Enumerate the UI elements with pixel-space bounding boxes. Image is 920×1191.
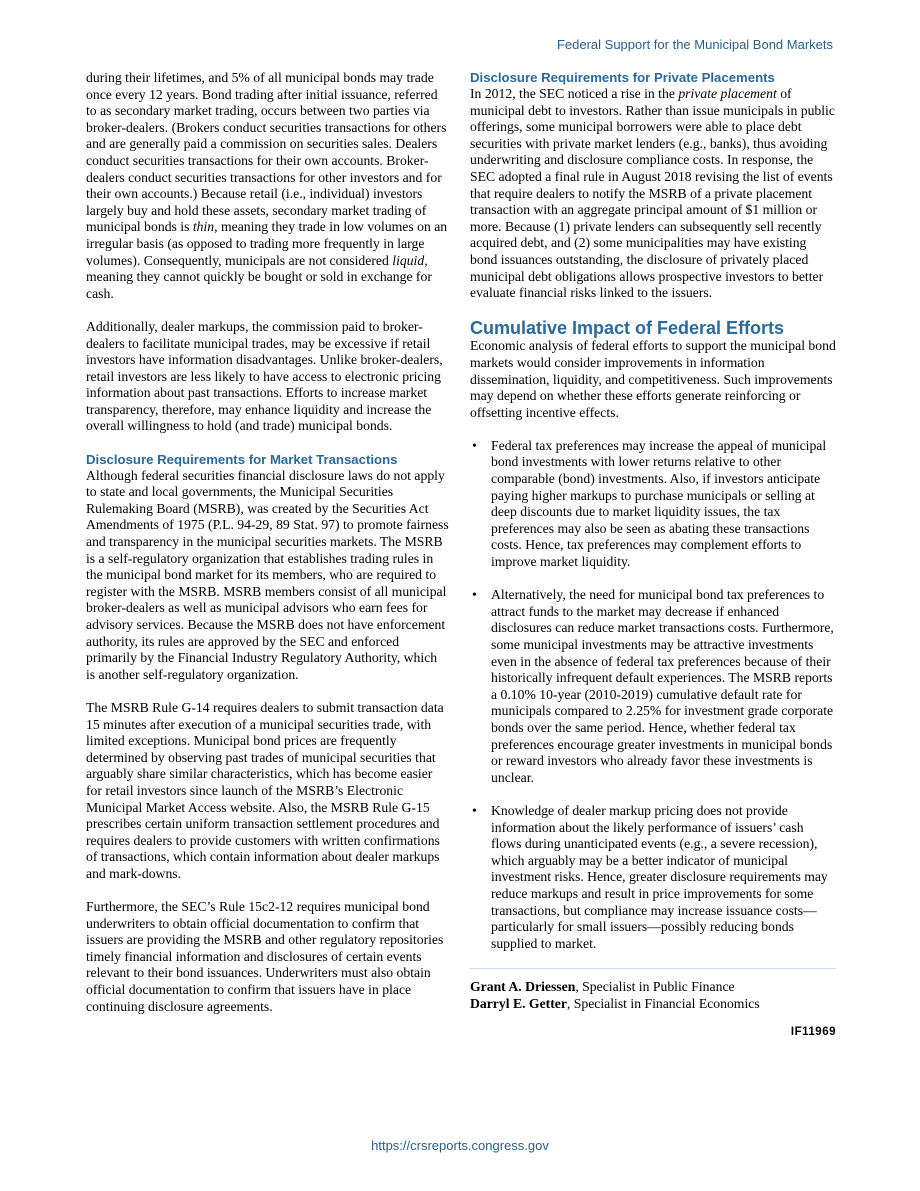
bullet-list: [470, 438, 836, 952]
list-item: • Federal tax preferences may increase the appeal of municipal bond investments with lower returns relative to other comparable (bond) investments. Also, if investors anticipate paying higher markups to purchase municipals or selling at deep discounts due to market liquidity issues, the tax preferences may also be seen as abating these transactions costs. Hence, tax preferences may complement efforts to improve market liquidity.: [472, 437, 827, 570]
bullet-icon: •: [472, 437, 477, 453]
list-item: • Alternatively, the need for municipal bond tax preferences to attract funds to the market may decrease if enhanced disclosures can reduce market transactions costs. Furthermore, some municipal investments may be attractive investments even in the absence of federal tax preferences because of their historically infrequent default experiences. The MSRB reports a 0.10% 10-year (2010-2019) cumulative default rate for municipals compared to 2.25% for investment grade corporate bonds over the same period. Hence, whether federal tax preferences encourage greater investments in municipal bonds or reward investors who already favor these investments is unclear.: [472, 587, 834, 785]
bullet-icon: •: [472, 587, 477, 603]
running-header: Federal Support for the Municipal Bond Markets: [556, 37, 833, 52]
heading-market-transactions: Disclosure Requirements for Market Transactions: [86, 451, 398, 467]
paragraph-economic-analysis: Economic analysis of federal efforts to support the municipal bond markets would consider improvements in information dissemination, liquidity, and competitiveness. Such improvements may depend on whether these efforts generate reinforcing or offsetting incentive effects.: [470, 338, 836, 420]
paragraph-rule-g14: The MSRB Rule G-14 requires dealers to submit transaction data 15 minutes after execution of a municipal securities trade, with limited exceptions. Municipal bond prices are frequently determined by observing past trades of municipal securities that arguably share similar characteristics, which has become easier for retail investors since launch of the MSRB’s Electronic Municipal Market Access website. Also, the MSRB Rule G-15 prescribes certain uniform transaction settlement procedures and requires dealers to provide customers with written confirmations of transactions, which contain information about dealer markups and mark-downs.: [86, 699, 444, 881]
author-line: Darryl E. Getter, Specialist in Financial Economics: [470, 995, 760, 1011]
footer-link[interactable]: https://crsreports.congress.gov: [371, 1138, 549, 1153]
paragraph-rule-15c2-12: Furthermore, the SEC’s Rule 15c2-12 requires municipal bond underwriters to obtain official documentation to confirm that issuers are providing the MSRB and other regulatory repositories timely financial information and disclosures of certain events relevant to their bond issuances. Underwriters must also obtain official documentation to confirm that issuers have in place continuing disclosure agreements.: [86, 899, 444, 1014]
author-line: Grant A. Driessen, Specialist in Public Finance: [470, 979, 735, 995]
bullet-icon: •: [472, 802, 477, 818]
list-item: • Knowledge of dealer markup pricing does not provide information about the likely performance of issuers’ cash flows during unanticipated events (e.g., a severe recession), which arguably may be a better indicator of municipal investment risks. Hence, greater disclosure requirements may reduce markups and result in price improvements for some transactions, but compliance may increase issuance costs—particularly for small issuers—possibly reducing bonds supplied to market.: [472, 802, 828, 951]
paragraph-private-placement: In 2012, the SEC noticed a rise in the private placement of municipal debt to investors. Rather than issue municipals in public offerings, some municipal borrowers were able to place debt securities with private market lenders (e.g., banks), thus avoiding underwriting and disclosure compliance costs. In response, the SEC adopted a final rule in August 2018 revising the list of events that require dealers to notify the MSRB of a private placement transaction with an aggregate principal amount of $1 million or more. Because (1) private lenders can subsequently sell recently acquired debt, and (2) some municipalities may have existing bond issuances outstanding, the disclosure of privately placed municipal debt obligations allows prospective investors to better evaluate financial risks linked to the issuers.: [470, 86, 835, 301]
paragraph-dealer-markups: Additionally, dealer markups, the commission paid to broker-dealers to facilitate municipal trades, may be excessive if retail investors have information disadvantages. Unlike broker-dealers, retail investors are less likely to have access to electronic pricing information about past transactions. Efforts to increase market transparency, therefore, may enhance liquidity and increase the overall willingness to hold (and trade) municipal bonds.: [86, 318, 443, 434]
paragraph-secondary-trading: during their lifetimes, and 5% of all municipal bonds may trade once every 12 years. Bond trading after initial issuance, referred to as secondary market trading, occurs between two parties via broker-dealers. (Brokers conduct securities transactions for others and are generally paid a commission on securities sales. Dealers conduct securities transactions for their own accounts. Broker-dealers conduct securities transactions for other investors and for their own accounts.) Because retail (i.e., individual) investors largely buy and hold these assets, secondary market trading of municipal bonds is thin, meaning they trade in low volumes on an irregular basis (as opposed to trading more frequently in large volumes). Consequently, municipals are not considered liquid, meaning they cannot quickly be bought or sold in exchange for cash.: [86, 70, 448, 301]
paragraph-msrb: Although federal securities financial disclosure laws do not apply to state and local governments, the Municipal Securities Rulemaking Board (MSRB), was created by the Securities Act Amendments of 1975 (P.L. 94-29, 89 Stat. 97) to promote fairness and transparency in the municipal securities markets. The MSRB is a self-regulatory organization that establishes trading rules in the municipal bond market for its members, who are required to register with the MSRB. MSRB members consist of all municipal broker-dealers as well as municipal advisors who earn fees for advisory services. Because the MSRB does not have enforcement authority, its rules are approved by the SEC and enforced primarily by the Financial Industry Regulatory Authority, which is another self-regulatory organization.: [86, 467, 449, 682]
heading-private-placements: Disclosure Requirements for Private Placements: [470, 70, 775, 85]
left-column: [86, 70, 449, 1032]
divider: [470, 968, 836, 969]
right-column: [470, 70, 836, 1041]
document-id: IF11969: [790, 1026, 836, 1039]
heading-cumulative-impact: Cumulative Impact of Federal Efforts: [470, 318, 785, 339]
